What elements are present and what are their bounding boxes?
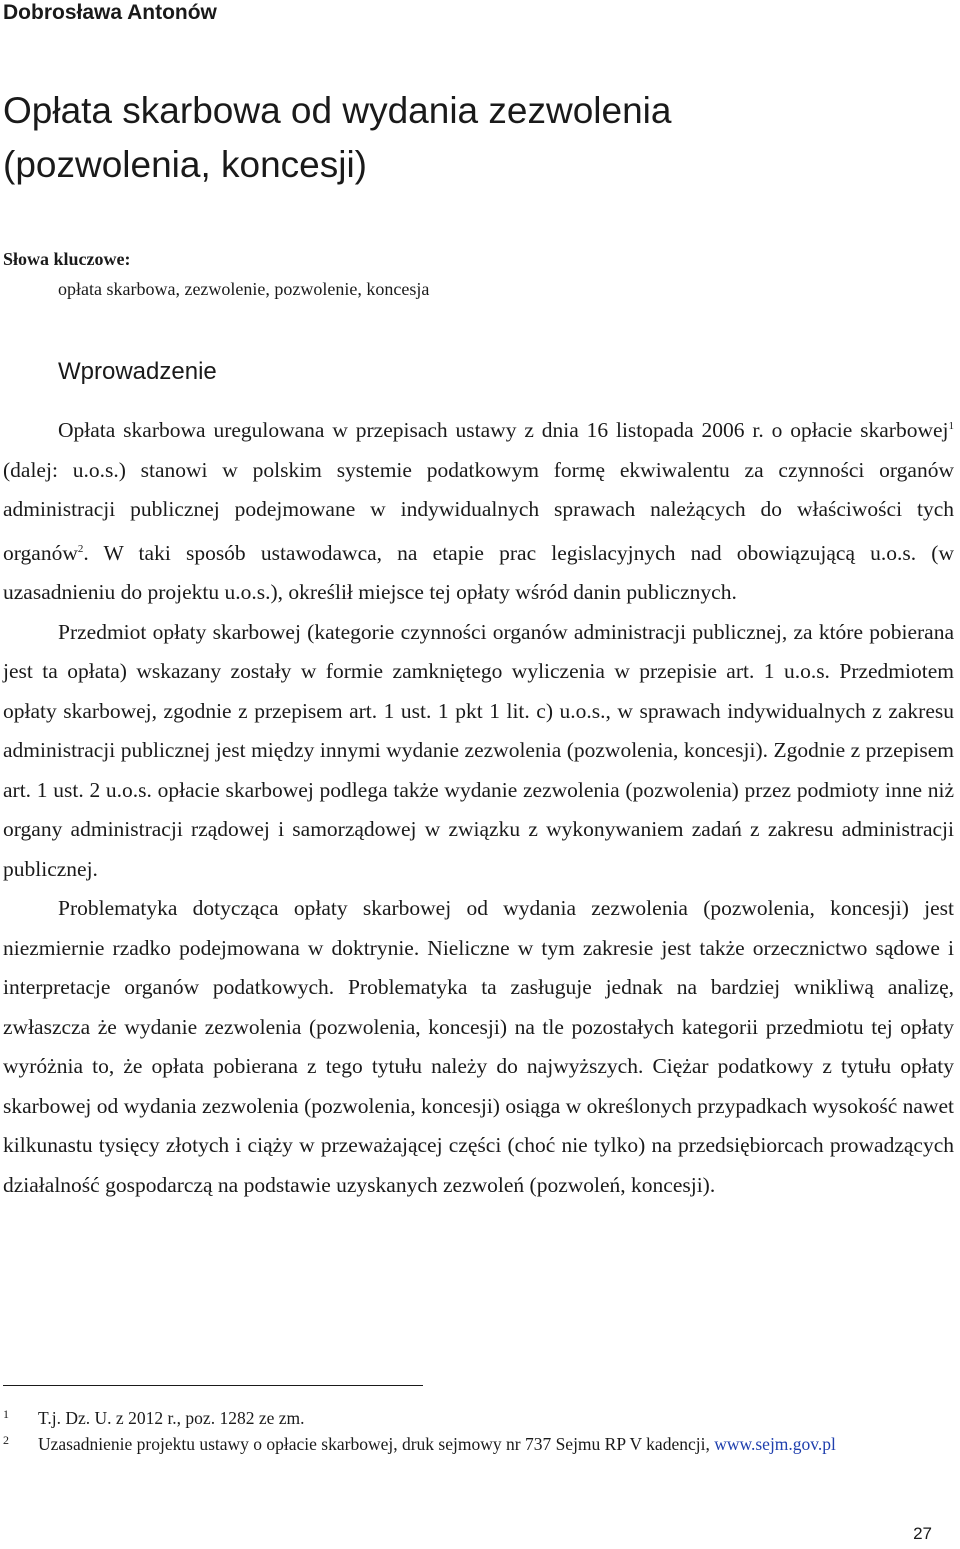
paragraph-3: Problematyka dotycząca opłaty skarbowej od wydania zezwolenia (pozwolenia, koncesji) jest niezmiernie rzadko podejmowana w doktrynie. Nieliczne w tym zakresie jest także orzecznictwo sądowe i interpretacje organów podatkowych. Problematyka ta zasługuje jednak na bardziej wnikliwą analizę, zwłaszcza że wydanie zezwolenia (pozwolenia, koncesji) na tle pozostałych kategorii przedmiotu tej opłaty wyróżnia to, że opłata pobierana z tego tytułu należy do najwyższych. Ciężar podatkowy z tytułu opłaty skarbowej od wydania zezwolenia (pozwolenia, koncesji) osiąga w określonych przypadkach wysokość nawet kilkunastu tysięcy złotych i ciąży w przeważającej części (choć nie tylko) na przedsiębiorcach prowadzących działalność gospodarczą na podstawie uzyskanych zezwoleń (pozwoleń, koncesji). (3, 896, 954, 1197)
paragraph-1 (3, 407, 954, 613)
paragraph-2: Przedmiot opłaty skarbowej (kategorie czynności organów administracji publicznej, za które pobierana jest ta opłata) wskazany zostały w formie zamkniętego wyliczenia w przepisie art. 1 u.o.s. Przedmiotem opłaty skarbowej, zgodnie z przepisem art. 1 ust. 1 pkt 1 lit. c) u.o.s., w sprawach indywidualnych z zakresu administracji publicznej jest między innymi wydanie zezwolenia (pozwolenia, koncesji). Zgodnie z przepisem art. 1 ust. 2 u.o.s. opłacie skarbowej podlega także wydanie zezwolenia (pozwolenia) przez podmioty inne niż organy administracji rządowej i samorządowej w związku z wykonywaniem zadań z zakresu administracji publicznej. (3, 619, 954, 881)
page-number: 27 (913, 1524, 932, 1543)
section-heading: Wprowadzenie (58, 358, 217, 385)
article-title-line-2: (pozwolenia, koncesji) (3, 144, 368, 185)
footnote-2 (3, 1431, 958, 1457)
footnote-1 (3, 1405, 958, 1431)
footnote-divider (3, 1385, 423, 1386)
footnotes (3, 1405, 958, 1457)
footnote-link[interactable]: www.sejm.gov.pl (714, 1434, 836, 1454)
article-title (3, 84, 943, 192)
paragraph-1-part-a: Opłata skarbowa uregulowana w przepisach ustawy z dnia 16 listopada 2006 r. o opłacie skarbowej (58, 418, 949, 443)
footnote-text: Uzasadnienie projektu ustawy o opłacie skarbowej, druk sejmowy nr 737 Sejmu RP V kadencji, (38, 1434, 715, 1454)
keywords-label: Słowa kluczowe: (3, 249, 131, 269)
body-text (3, 407, 954, 1205)
running-header-author: Dobrosława Antonów (3, 1, 217, 24)
paragraph-1-part-c: . W taki sposób ustawodawca, na etapie prac legislacyjnych nad obowiązującą u.o.s. (w uzasadnieniu do projektu u.o.s.), określił miejsce tej opłaty wśród danin publicznych. (3, 540, 954, 605)
footnote-text: T.j. Dz. U. z 2012 r., poz. 1282 ze zm. (38, 1408, 305, 1428)
footnote-number: 1 (3, 1407, 9, 1421)
paragraph-1-part-b: (dalej: u.o.s.) stanowi w polskim systemie podatkowym formę ekwiwalentu za czynności organów administracji publicznej podejmowane w indywidualnych sprawach należących do właściwości tych organów (3, 457, 954, 565)
footnote-ref-1: 1 (948, 420, 954, 432)
keywords-list: opłata skarbowa, zezwolenie, pozwolenie, koncesja (58, 279, 430, 299)
footnote-number: 2 (3, 1433, 9, 1447)
footnote-ref-2: 2 (77, 542, 84, 555)
article-title-line-1: Opłata skarbowa od wydania zezwolenia (3, 90, 672, 131)
